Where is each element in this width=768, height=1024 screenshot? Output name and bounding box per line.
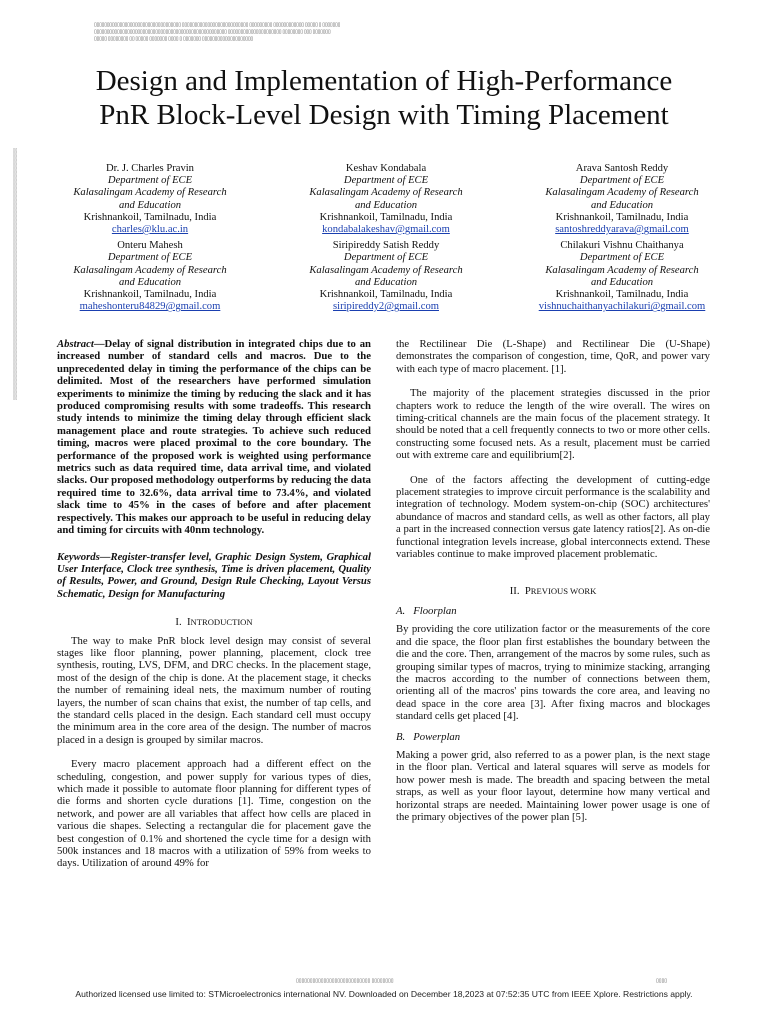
author-institution: Kalasalingam Academy of Research [309, 187, 463, 199]
author-email[interactable]: vishnuchaithanyachilakuri@gmail.com [538, 301, 706, 313]
title-line-2: PnR Block-Level Design with Timing Placement [99, 99, 669, 131]
title-line-1: Design and Implementation of High-Performance [95, 65, 673, 97]
section-rest: NTRODUCTION [190, 617, 253, 628]
keywords-text: —Register-transfer level, Graphic Design System, Graphical User Interface, Clock tree synthesis, Time is driven placement, Quality of Results, Power, and Ground, Design Rule Checking, Layout Versus Schematic, Design for Manufacturing [57, 550, 371, 600]
powerplan-paragraph: Making a power grid, also referred to as a power plan, is the next stage in the floor plan. Vertical and lateral squares will serve as models for how power mesh is made. The breadth and spacing between the metal straps, as well as your floor layout, determine how many vertical and horizontal straps are needed. Maintaining lower power usage is one of the primary objectives of the power plan [5]. [396, 748, 710, 823]
author-location: Krishnankoil, Tamilnadu, India [555, 211, 689, 223]
author-institution: and Education [118, 276, 182, 288]
footer-right: ▯▯▯▯ [656, 979, 668, 984]
author-institution: and Education [590, 276, 654, 288]
section-heading-introduction [57, 616, 371, 628]
author-name: Onteru Mahesh [117, 240, 183, 252]
section-rest: REVIOUS WORK [530, 585, 597, 596]
abstract [57, 338, 371, 537]
paper-title [40, 64, 728, 132]
author-institution: Kalasalingam Academy of Research [73, 187, 227, 199]
author-department: Department of ECE [343, 252, 429, 264]
author-email[interactable]: siripireddy2@gmail.com [333, 301, 439, 313]
author-card [268, 240, 504, 313]
author-name: Keshav Kondabala [345, 163, 427, 174]
footer-left: ▯▯▯▯▯▯▯▯▯▯▯▯▯▯▯▯▯▯▯▯▯▯▯▯▯▯▯ ▯▯▯▯▯▯▯▯ [296, 979, 394, 984]
author-institution: and Education [354, 199, 418, 211]
section-initial: I [186, 616, 191, 629]
body-paragraph-continued: the Rectilinear Die (L-Shape) and Rectilinear Die (U-Shape) demonstrates the comparison of congestion, time, QoR, and power vary with each type of macro placement. [1]. [396, 338, 710, 375]
abstract-text: —Delay of signal distribution in integrated chips due to an increased number of standard cells and macros. Due to the unprecedented delay in timing the performance of the chips can be delimited. Most of the researchers have performed simulation experiments to minimize the timing by reducing the slack and it has produced compromising results with some tradeoffs. This research study intends to minimize the timing delay through efficient slack management place and route strategies. To achieve such reduced timing, macros were placed proximal to the core boundary. The performance of the proposed work is weighted using performance metrics such as data required time, data arrival time, and violated slacks. Our proposed methodology outperforms by reducing the data required time to 32.6%, data arrival time to 73.4%, and violated slack time to 45% in the cases of before and after placement respectively. This makes our approach to be useful in reducing delay and timing for circuits with 40nm technology. [57, 338, 371, 537]
author-institution: Kalasalingam Academy of Research [309, 264, 463, 276]
subsection-label: A. [396, 604, 406, 617]
author-email[interactable]: charles@klu.ac.in [111, 224, 189, 236]
keywords-label: Keywords [57, 550, 100, 563]
author-department: Department of ECE [107, 252, 193, 264]
keywords [57, 551, 371, 601]
subsection-title: Powerplan [413, 730, 461, 743]
subsection-heading-floorplan [396, 605, 710, 617]
author-block [32, 163, 722, 313]
abstract-label: Abstract [57, 338, 94, 350]
header-line: ▯▯▯▯▯ ▯▯▯▯▯▯▯▯ ▯▯ ▯▯▯▯▯ ▯▯▯▯▯▯▯ ▯▯▯▯ ▯ ▯▯▯▯▯▯▯ ▯▯▯▯▯▯▯▯▯▯▯▯▯▯▯▯▯▯▯▯ [94, 37, 253, 42]
body-paragraph: One of the factors affecting the development of cutting-edge placement strategies to improve circuit performance is the scalability and integration of technology. Modem system-on-chip (SOC) architectures' abundance of macros and standard cells, as well as other factors, all play a part in the increased connection versus gate latency ratios[2]. As on-die functional integration levels increase, global interconnects extend. These variables continue to make improved placement problematic. [396, 473, 710, 561]
conference-header [94, 22, 564, 43]
margin-identifier: ▯▯▯▯▯▯▯▯▯▯▯▯▯▯▯▯▯▯▯▯▯▯▯▯▯▯▯▯▯▯▯▯▯▯▯▯▯▯▯▯▯▯▯▯▯▯▯▯▯▯▯▯▯▯▯▯▯▯▯▯▯▯▯▯▯▯▯▯▯▯▯▯▯▯▯▯▯▯▯▯▯▯▯▯▯▯▯▯▯▯▯▯▯▯▯▯▯▯▯▯▯▯▯▯▯▯▯▯▯▯▯▯▯▯▯▯▯▯▯▯▯▯▯▯▯▯ [13, 148, 18, 400]
author-name: Siripireddy Satish Reddy [332, 240, 440, 252]
author-location: Krishnankoil, Tamilnadu, India [83, 289, 217, 301]
author-department: Department of ECE [107, 175, 193, 187]
section-initial: P [524, 584, 531, 597]
body-paragraph: The majority of the placement strategies discussed in the prior chapters work to reduce the length of the wire overall. The wires on timing-critical channels are the main focus of the placement strategy. It should be noted that a cell frequently connects to two or more other cells. constructing some focused nets. As a result, placement must be carried out with extreme care and equilibrium[2]. [396, 387, 710, 462]
author-location: Krishnankoil, Tamilnadu, India [319, 289, 453, 301]
subsection-heading-powerplan [396, 731, 710, 743]
author-location: Krishnankoil, Tamilnadu, India [555, 289, 689, 301]
author-email[interactable]: kondabalakeshav@gmail.com [322, 224, 450, 236]
section-number: II. [509, 584, 520, 597]
subsection-label: B. [396, 730, 406, 743]
header-line: ▯▯▯▯▯▯▯▯▯▯▯▯▯▯▯▯▯▯▯▯▯▯▯▯▯▯▯▯▯▯▯▯▯▯▯▯▯▯▯▯▯▯▯▯▯▯▯▯▯▯▯▯ ▯▯▯▯▯▯▯▯▯▯▯▯▯▯▯▯▯▯▯▯▯ ▯▯▯▯▯▯▯▯ ▯▯▯ ▯▯▯▯▯▯▯ [94, 30, 331, 35]
subsection-title: Floorplan [413, 604, 457, 617]
intro-paragraph-2: Every macro placement approach had a different effect on the scheduling, congestion, and power supply for various types of dies, which made it possible to automate floor planning for different types of die forms and shorten cycle durations [1]. Time, congestion on the network, and power are all variables that affect how cells are placed in various die shapes. Selecting a rectangular die for placement gave the best congestion of 0.1% and shortened the cycle time for a design with 500k instances and 18 macros with a utilization of 59% from weeks to days. Utilization of around 49% for [57, 758, 371, 870]
author-department: Department of ECE [579, 252, 665, 264]
author-email[interactable]: santoshreddyarava@gmail.com [555, 224, 689, 236]
header-line: ▯▯▯▯▯▯▯▯▯▯▯▯▯▯▯▯▯▯▯▯▯▯▯▯▯▯▯▯▯▯▯▯▯▯ ▯▯▯▯▯▯▯▯▯▯▯▯▯▯▯▯▯▯▯▯▯▯▯▯▯▯ ▯▯▯▯▯▯▯▯▯ ▯▯▯▯▯▯▯▯▯▯▯▯ ▯▯▯▯▯ ▯ ▯▯▯▯▯▯▯ [94, 23, 341, 28]
left-column [57, 338, 371, 870]
intro-paragraph-1: The way to make PnR block level design may consist of several stages like floor planning, power planning, placement, clock tree synthesis, routing, LVS, DFM, and DRC checks. In the placement stage, most of the design of the chip is done. At the placement stage, it checks the number of remaining ideal nets, the maximum number of routing layers, the number of scan chains that exist, the number of tap cells, and the standard cells placed in the design. Each standard cell must occupy the minimum area in the core area of the design. The number of macros placed in a design is grouped by similar macros. [57, 634, 371, 746]
author-name: Arava Santosh Reddy [575, 163, 669, 174]
author-location: Krishnankoil, Tamilnadu, India [319, 211, 453, 223]
author-institution: and Education [354, 276, 418, 288]
author-name: Chilakuri Vishnu Chaithanya [560, 240, 684, 252]
author-institution: Kalasalingam Academy of Research [545, 187, 699, 199]
author-department: Department of ECE [343, 175, 429, 187]
footer-identifier [296, 978, 736, 984]
author-institution: and Education [590, 199, 654, 211]
section-heading-previous-work [396, 585, 710, 597]
author-card [268, 163, 504, 236]
section-number: I. [175, 616, 182, 629]
author-name: Dr. J. Charles Pravin [106, 163, 194, 174]
author-card [504, 163, 740, 236]
author-institution: Kalasalingam Academy of Research [73, 264, 227, 276]
author-card [32, 163, 268, 236]
author-email[interactable]: maheshonteru84829@gmail.com [79, 301, 221, 313]
right-column [396, 338, 710, 823]
author-institution: Kalasalingam Academy of Research [545, 264, 699, 276]
author-location: Krishnankoil, Tamilnadu, India [83, 211, 217, 223]
author-institution: and Education [118, 199, 182, 211]
author-card [32, 240, 268, 313]
license-notice: Authorized licensed use limited to: STMicroelectronics international NV. Downloaded on December 18,2023 at 07:52:35 UTC from IEEE Xplore. Restrictions apply. [75, 989, 693, 999]
author-department: Department of ECE [579, 175, 665, 187]
floorplan-paragraph: By providing the core utilization factor or the measurements of the core and die space, the floor plan first establishes the boundary between the die and the core. Then, arrangement of the macros by some rules, such as grouping similar types of macros, trying to minimize stacking, arranging the macros according to the number of connections between them, orienting all of the macros' pins towards the core area, and leaving no dead space in the core area [3]. After fixing macros and blockages standard cells get placed [4]. [396, 623, 710, 723]
author-card [504, 240, 740, 313]
